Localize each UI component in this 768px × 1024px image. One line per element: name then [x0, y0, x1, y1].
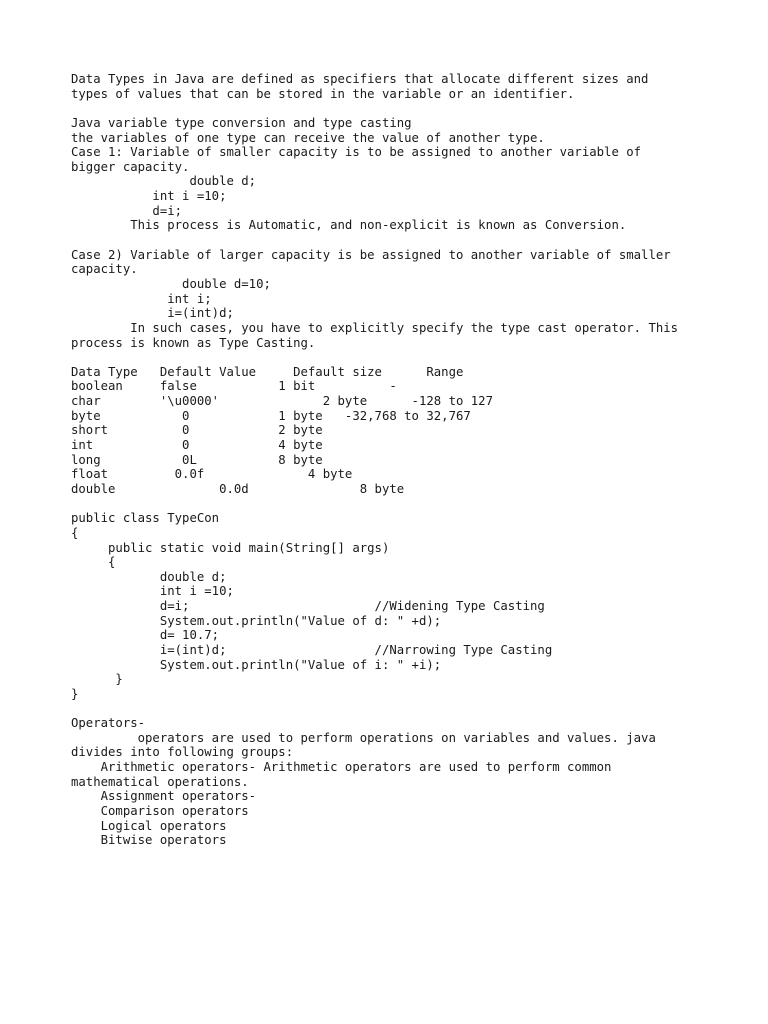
text-line: public class TypeCon — [71, 511, 220, 526]
document-body — [71, 72, 721, 848]
text-line: double 0.0d 8 byte — [71, 481, 405, 496]
text-line: System.out.println("Value of d: " +d); — [71, 613, 442, 628]
text-line: } — [71, 672, 123, 687]
text-line: { — [71, 555, 116, 570]
text-line: byte 0 1 byte -32,768 to 32,767 — [71, 408, 471, 423]
text-line: double d=10; — [71, 276, 271, 291]
text-line: Case 1: Variable of smaller capacity is to be assigned to another variable of — [71, 145, 642, 160]
text-line: Bitwise operators — [71, 833, 227, 848]
text-line: int i; — [71, 291, 212, 306]
text-line: { — [71, 525, 79, 540]
text-line: boolean false 1 bit - — [71, 379, 397, 394]
text-line: Logical operators — [71, 818, 227, 833]
text-line: int i =10; — [71, 189, 227, 204]
text-line: Data Type Default Value Default size Range — [71, 364, 464, 379]
text-line: capacity. — [71, 262, 138, 277]
text-line: Operators- — [71, 716, 146, 731]
text-line: Java variable type conversion and type casting — [71, 115, 412, 130]
text-line: i=(int)d; //Narrowing Type Casting — [71, 642, 553, 657]
text-line: Assignment operators- — [71, 789, 257, 804]
text-line: } — [71, 686, 79, 701]
text-line — [71, 101, 721, 116]
text-line: d=i; //Widening Type Casting — [71, 599, 545, 614]
text-line: This process is Automatic, and non-explicit is known as Conversion. — [71, 218, 627, 233]
text-line: bigger capacity. — [71, 159, 190, 174]
text-line: types of values that can be stored in the variable or an identifier. — [71, 86, 575, 101]
text-line — [71, 350, 721, 365]
text-line: the variables of one type can receive the value of another type. — [71, 130, 545, 145]
text-line: char '\u0000' 2 byte -128 to 127 — [71, 394, 493, 409]
text-line: int 0 4 byte — [71, 438, 323, 453]
text-line — [71, 497, 721, 512]
text-line: double d; — [71, 174, 257, 189]
text-line: System.out.println("Value of i: " +i); — [71, 657, 442, 672]
text-line: Comparison operators — [71, 804, 249, 819]
text-line: int i =10; — [71, 584, 234, 599]
text-line — [71, 233, 721, 248]
text-line: In such cases, you have to explicitly specify the type cast operator. This — [71, 320, 679, 335]
text-line: mathematical operations. — [71, 774, 249, 789]
text-line: operators are used to perform operations on variables and values. java — [71, 730, 656, 745]
text-line: i=(int)d; — [71, 306, 234, 321]
text-line: public static void main(String[] args) — [71, 540, 390, 555]
text-line: process is known as Type Casting. — [71, 335, 316, 350]
text-line: Arithmetic operators- Arithmetic operators are used to perform common — [71, 760, 612, 775]
text-line: float 0.0f 4 byte — [71, 467, 353, 482]
text-line: d= 10.7; — [71, 628, 220, 643]
text-line: Case 2) Variable of larger capacity is be assigned to another variable of smaller — [71, 247, 671, 262]
text-line — [71, 702, 721, 717]
text-line: long 0L 8 byte — [71, 452, 323, 467]
text-line: d=i; — [71, 203, 183, 218]
text-line: Data Types in Java are defined as specifiers that allocate different sizes and — [71, 72, 649, 86]
text-line: short 0 2 byte — [71, 423, 323, 438]
text-line: double d; — [71, 569, 227, 584]
text-line: divides into following groups: — [71, 745, 294, 760]
